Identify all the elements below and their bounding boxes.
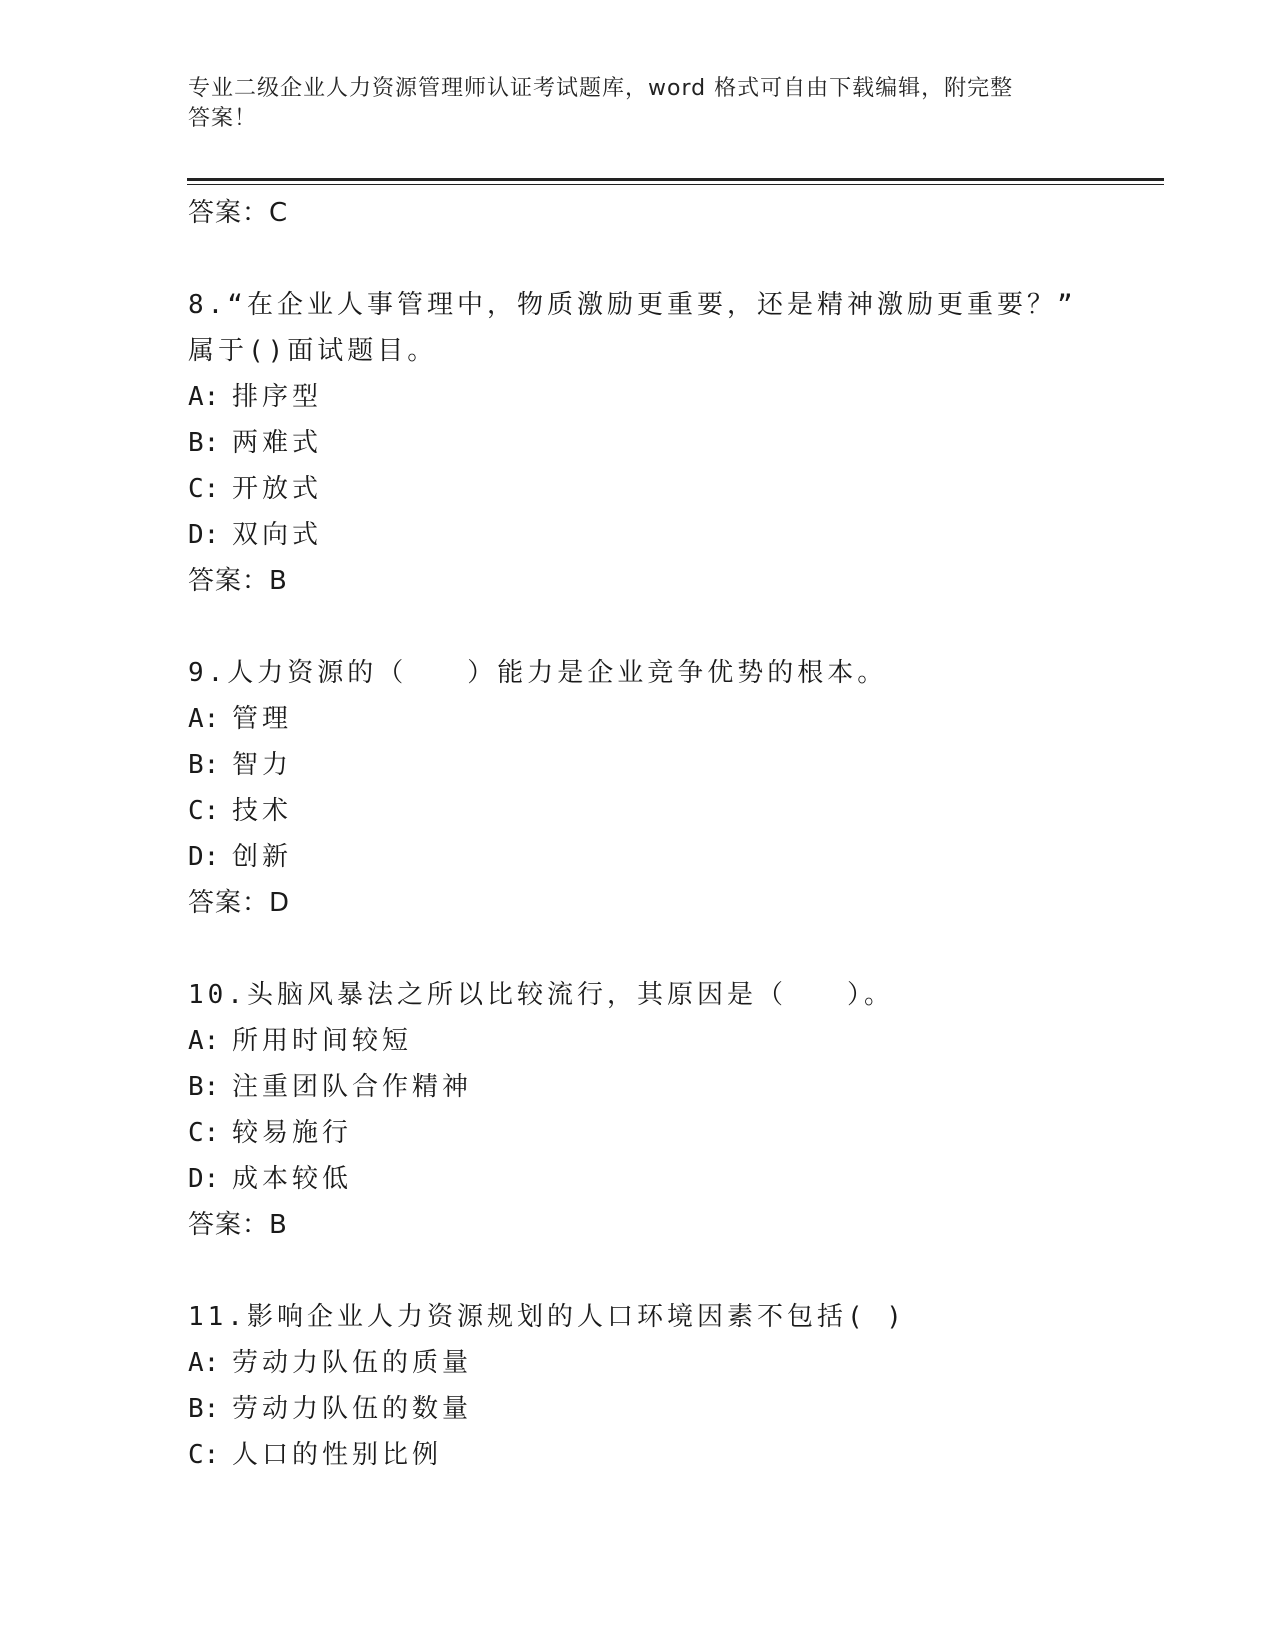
option-c bbox=[188, 1110, 1188, 1156]
option-b bbox=[188, 742, 1188, 788]
option-text: 两难式 bbox=[232, 428, 323, 458]
option-key: A: bbox=[188, 382, 220, 412]
option-a bbox=[188, 696, 1188, 742]
question-stem-line: 9.人力资源的（ ）能力是企业竞争优势的根本。 bbox=[188, 658, 888, 688]
spacer bbox=[188, 236, 1188, 282]
spacer bbox=[188, 926, 1188, 972]
answer-line: 答案：B bbox=[188, 1210, 288, 1240]
option-key: C: bbox=[188, 1440, 220, 1470]
option-text: 技术 bbox=[232, 796, 293, 826]
option-b bbox=[188, 420, 1188, 466]
question-block bbox=[188, 1294, 1188, 1478]
option-b bbox=[188, 1064, 1188, 1110]
option-key: D: bbox=[188, 1164, 220, 1194]
option-d bbox=[188, 1156, 1188, 1202]
header-line-1: 专业二级企业人力资源管理师认证考试题库，word 格式可自由下载编辑，附完整 bbox=[188, 76, 1014, 101]
option-text: 劳动力队伍的质量 bbox=[232, 1348, 473, 1378]
option-d bbox=[188, 512, 1188, 558]
option-c bbox=[188, 788, 1188, 834]
option-key: D: bbox=[188, 842, 220, 872]
option-text: 人口的性别比例 bbox=[232, 1440, 443, 1470]
spacer bbox=[188, 1248, 1188, 1294]
option-a bbox=[188, 1018, 1188, 1064]
option-c bbox=[188, 466, 1188, 512]
question-block bbox=[188, 972, 1188, 1248]
option-key: C: bbox=[188, 1118, 220, 1148]
question-stem-line: 8.“在企业人事管理中，物质激励更重要，还是精神激励更重要？” bbox=[188, 290, 1077, 320]
question-stem-line: 11.影响企业人力资源规划的人口环境因素不包括( ) bbox=[188, 1302, 906, 1332]
header-line-2: 答案！ bbox=[188, 106, 258, 131]
question-list bbox=[188, 190, 1188, 1478]
option-text: 成本较低 bbox=[232, 1164, 353, 1194]
option-c bbox=[188, 1432, 1188, 1478]
option-text: 双向式 bbox=[232, 520, 323, 550]
header-rule-thin bbox=[187, 184, 1164, 185]
option-key: D: bbox=[188, 520, 220, 550]
answer-line: 答案：D bbox=[188, 888, 291, 918]
question-stem-line: 属于()面试题目。 bbox=[188, 336, 438, 366]
header-rule-thick bbox=[187, 178, 1164, 181]
option-text: 劳动力队伍的数量 bbox=[232, 1394, 473, 1424]
option-key: A: bbox=[188, 704, 220, 734]
answer-line: 答案：B bbox=[188, 566, 288, 596]
option-text: 所用时间较短 bbox=[232, 1026, 413, 1056]
option-text: 排序型 bbox=[232, 382, 323, 412]
option-a bbox=[188, 374, 1188, 420]
option-text: 注重团队合作精神 bbox=[232, 1072, 473, 1102]
option-text: 智力 bbox=[232, 750, 293, 780]
option-text: 管理 bbox=[232, 704, 293, 734]
option-key: B: bbox=[188, 1072, 220, 1102]
question-stem-line: 10.头脑风暴法之所以比较流行，其原因是（ ）。 bbox=[188, 980, 894, 1010]
question-block bbox=[188, 650, 1188, 926]
option-text: 创新 bbox=[232, 842, 293, 872]
option-a bbox=[188, 1340, 1188, 1386]
question-block bbox=[188, 282, 1188, 604]
option-key: B: bbox=[188, 750, 220, 780]
option-key: A: bbox=[188, 1026, 220, 1056]
previous-answer: 答案：C bbox=[188, 198, 289, 228]
spacer bbox=[188, 604, 1188, 650]
option-text: 较易施行 bbox=[232, 1118, 353, 1148]
option-key: C: bbox=[188, 474, 220, 504]
option-key: B: bbox=[188, 1394, 220, 1424]
option-d bbox=[188, 834, 1188, 880]
option-b bbox=[188, 1386, 1188, 1432]
option-key: C: bbox=[188, 796, 220, 826]
option-key: A: bbox=[188, 1348, 220, 1378]
option-key: B: bbox=[188, 428, 220, 458]
page-header bbox=[188, 74, 1088, 134]
option-text: 开放式 bbox=[232, 474, 323, 504]
